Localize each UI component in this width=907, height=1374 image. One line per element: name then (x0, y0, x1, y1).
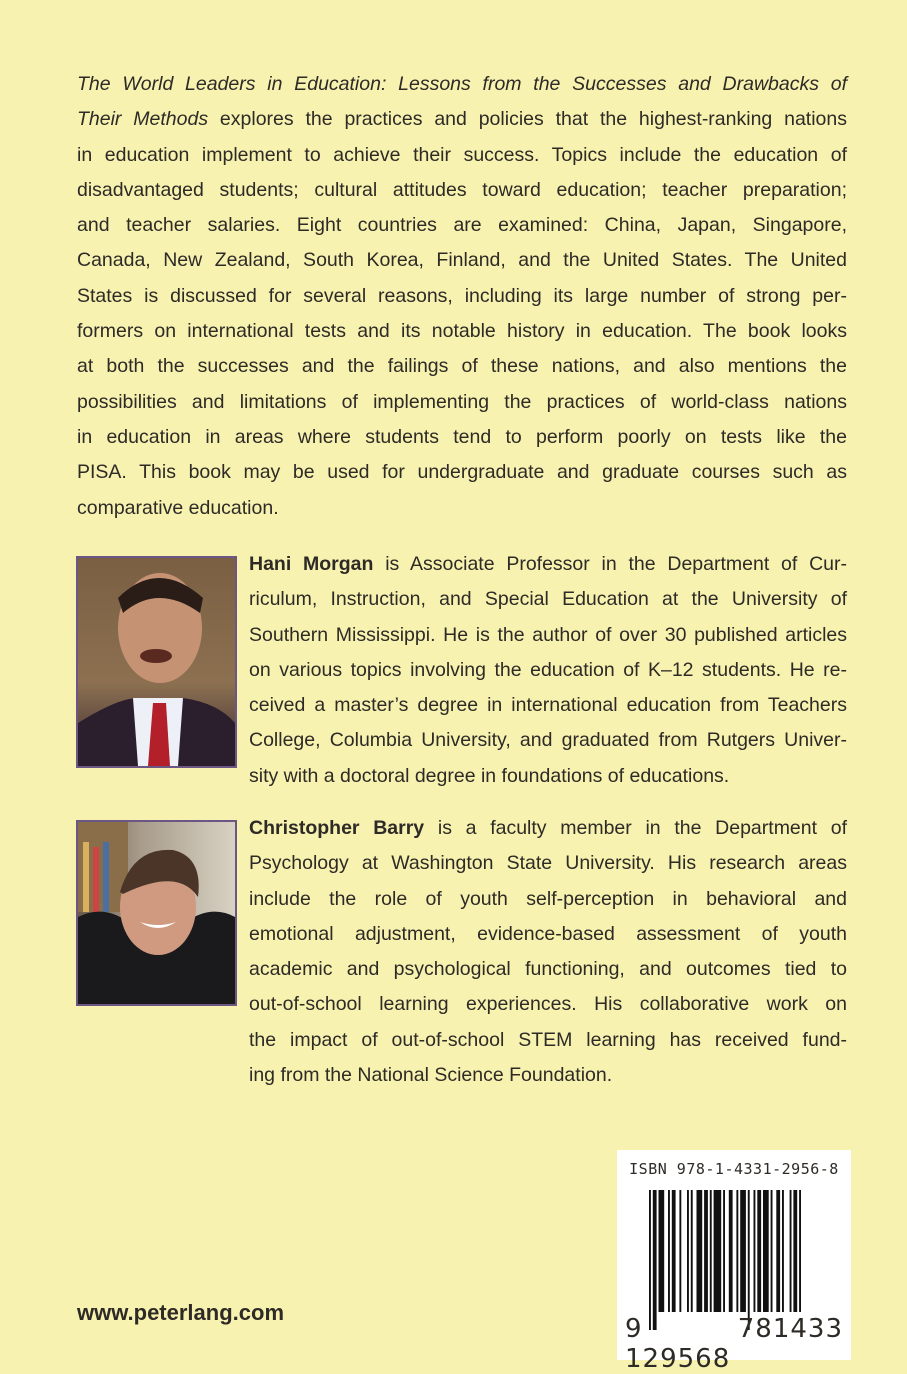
text-line: and teacher salaries. Eight countries are examined: China, Japan, Singapore, (77, 214, 847, 237)
author-photo-hani-morgan (76, 556, 237, 768)
author-name: Hani Morgan (249, 553, 374, 575)
text-line: disadvantaged students; cultural attitudes toward education; teacher preparation; (77, 178, 847, 201)
barcode-bar (740, 1190, 746, 1312)
barcode-bar (687, 1190, 689, 1312)
barcode-bar (691, 1190, 693, 1312)
author-name: Christopher Barry (249, 817, 425, 839)
barcode-bar (649, 1190, 651, 1330)
barcode-bar (729, 1190, 733, 1312)
barcode-bar (763, 1190, 769, 1312)
text-line: formers on international tests and its notable history in education. The book looks (77, 320, 847, 343)
publisher-website[interactable]: www.peterlang.com (77, 1300, 285, 1325)
barcode-bar (771, 1190, 773, 1312)
bio-line (249, 811, 847, 846)
text-line: States is discussed for several reasons, including its large number of strong per- (77, 284, 847, 307)
barcode-bar (793, 1190, 797, 1312)
barcode-bar (653, 1190, 657, 1330)
isbn-label: ISBN 978-1-4331-2956-8 (629, 1160, 839, 1178)
barcode-bar (736, 1190, 738, 1312)
text-line: possibilities and limitations of implementing the practices of world-class nations (77, 390, 847, 413)
text-line: in education implement to achieve their success. Topics include the education of (77, 143, 847, 166)
barcode-bar (790, 1190, 792, 1312)
text-line: academic and psychological functioning, and outcomes tied to (249, 958, 847, 981)
text-line: sity with a doctoral degree in foundations of educations. (249, 764, 730, 787)
barcode-bar (776, 1190, 780, 1312)
text-line: College, Columbia University, and graduated from Rutgers Univer- (249, 729, 847, 752)
barcode-bar (679, 1190, 681, 1312)
text-line: in education in areas where students tend to perform poorly on tests like the (77, 425, 847, 448)
barcode-bar (668, 1190, 670, 1312)
barcode-bar (754, 1190, 756, 1312)
barcode-bars (649, 1190, 845, 1330)
barcode-bar (710, 1190, 712, 1312)
text-line: out-of-school learning experiences. His collaborative work on (249, 993, 847, 1016)
text-line: Canada, New Zealand, South Korea, Finland, and the United States. The United (77, 249, 847, 272)
book-title: The World Leaders in Education: Lessons from the Successes and Drawbacks of (77, 73, 847, 95)
bio-text: is a faculty member in the Department of (424, 817, 848, 839)
text-line: Psychology at Washington State University. His research areas (249, 852, 847, 875)
text-line: the impact of out-of-school STEM learning has received fund- (249, 1028, 847, 1051)
description-line (77, 67, 847, 102)
author-bio-christopher-barry (249, 811, 847, 1093)
barcode-bar (799, 1190, 801, 1312)
barcode-digits: 9 781433 129568 (625, 1314, 843, 1374)
text-line: ing from the National Science Foundation. (249, 1064, 613, 1087)
author-bio-hani-morgan (249, 547, 847, 794)
book-title: Their Methods (77, 108, 209, 131)
isbn-barcode (617, 1150, 851, 1374)
book-description (77, 67, 847, 526)
bio-line (249, 547, 847, 582)
text-line: comparative education. (77, 496, 279, 519)
text-line: on various topics involving the education of K–12 students. He re- (249, 658, 847, 681)
text-line: PISA. This book may be used for undergraduate and graduate courses such as (77, 461, 847, 484)
barcode-bar (723, 1190, 725, 1312)
barcode-bar (757, 1190, 761, 1312)
text-line: emotional adjustment, evidence-based assessment of youth (249, 922, 847, 945)
text-line: ceived a master’s degree in international education from Teachers (249, 694, 847, 717)
description-line (77, 102, 847, 137)
description-text: explores the practices and policies that the highest-ranking nations (208, 108, 847, 131)
barcode-bar (704, 1190, 708, 1312)
barcode-bar (697, 1190, 703, 1312)
bio-text: is Associate Professor in the Department of Cur- (373, 553, 847, 575)
text-line: Southern Mississippi. He is the author of over 30 published articles (249, 623, 847, 646)
text-line: riculum, Instruction, and Special Education at the University of (249, 588, 847, 611)
barcode-bar (659, 1190, 665, 1312)
text-line: at both the successes and the failings of these nations, and also mentions the (77, 355, 847, 378)
barcode-bar (714, 1190, 722, 1312)
barcode-bar (748, 1190, 750, 1330)
author-photo-christopher-barry (76, 820, 237, 1006)
text-line: include the role of youth self-perception in behavioral and (249, 887, 847, 910)
barcode-bar (672, 1190, 676, 1312)
barcode-bar (782, 1190, 784, 1312)
